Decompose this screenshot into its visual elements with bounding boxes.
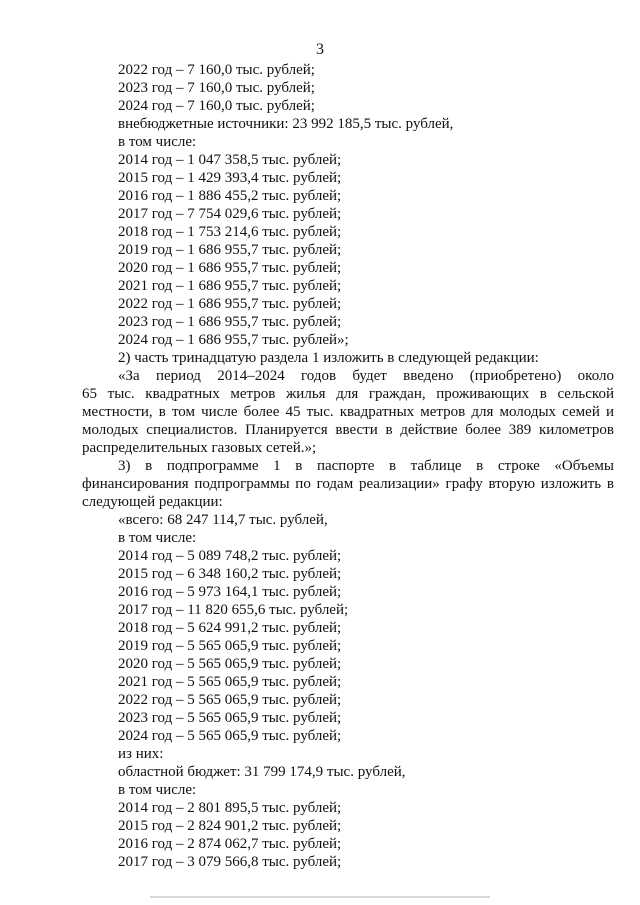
text-line: «За период 2014–2024 годов будет введено (приобретено) около [118,368,614,384]
text-line: местности, в том числе более 45 тыс. квадратных метров для молодых семей и [82,404,614,420]
document-body [82,61,614,871]
text-line: 2024 год – 5 565 065,9 тыс. рублей; [118,728,342,744]
text-line: 2) часть тринадцатую раздела 1 изложить в следующей редакции: [118,350,539,366]
text-line: 2022 год – 1 686 955,7 тыс. рублей; [118,296,342,312]
text-line: 2020 год – 1 686 955,7 тыс. рублей; [118,260,342,276]
text-line: следующей редакции: [82,494,223,510]
text-line: 2020 год – 5 565 065,9 тыс. рублей; [118,656,342,672]
text-line: 2018 год – 5 624 991,2 тыс. рублей; [118,620,342,636]
text-line: 2022 год – 5 565 065,9 тыс. рублей; [118,692,342,708]
text-line: 2024 год – 7 160,0 тыс. рублей; [118,98,315,114]
text-line: в том числе: [118,782,197,798]
text-line: 2023 год – 1 686 955,7 тыс. рублей; [118,314,342,330]
text-line: в том числе: [118,134,197,150]
text-line: 2022 год – 7 160,0 тыс. рублей; [118,62,315,78]
text-line: «всего: 68 247 114,7 тыс. рублей, [118,512,328,528]
text-line: 2017 год – 3 079 566,8 тыс. рублей; [118,854,342,870]
text-line: 65 тыс. квадратных метров жилья для граждан, проживающих в сельской [82,386,614,402]
text-line: 2019 год – 5 565 065,9 тыс. рублей; [118,638,342,654]
text-line: 2015 год – 1 429 393,4 тыс. рублей; [118,170,342,186]
text-line: 2024 год – 1 686 955,7 тыс. рублей»; [118,332,349,348]
text-line: 2015 год – 6 348 160,2 тыс. рублей; [118,566,342,582]
scan-edge-mark [150,896,490,898]
text-line: 2017 год – 7 754 029,6 тыс. рублей; [118,206,342,222]
text-line: 2014 год – 2 801 895,5 тыс. рублей; [118,800,342,816]
text-line: финансирования подпрограммы по годам реализации» графу вторую изложить в [82,476,614,492]
text-line: 2017 год – 11 820 655,6 тыс. рублей; [118,602,349,618]
text-line: распределительных газовых сетей.»; [82,440,317,456]
text-line: 2023 год – 5 565 065,9 тыс. рублей; [118,710,342,726]
text-line: молодых специалистов. Планируется ввести в действие более 389 километров [82,422,614,438]
text-line: 2023 год – 7 160,0 тыс. рублей; [118,80,315,96]
text-line: внебюджетные источники: 23 992 185,5 тыс. рублей, [118,116,454,132]
text-line: 2016 год – 1 886 455,2 тыс. рублей; [118,188,342,204]
text-line: 2019 год – 1 686 955,7 тыс. рублей; [118,242,342,258]
text-line: областной бюджет: 31 799 174,9 тыс. рублей, [118,764,406,780]
funding-list-continued [82,61,614,367]
text-line: 2021 год – 5 565 065,9 тыс. рублей; [118,674,342,690]
text-line: 2021 год – 1 686 955,7 тыс. рублей; [118,278,342,294]
text-line: 2015 год – 2 824 901,2 тыс. рублей; [118,818,342,834]
paragraph-housing [82,367,614,457]
funding-list-subprogram [82,511,614,871]
paragraph-subprogram [82,457,614,511]
text-line: в том числе: [118,530,197,546]
text-line: 2016 год – 2 874 062,7 тыс. рублей; [118,836,342,852]
text-line: из них: [118,746,164,762]
text-line: 2014 год – 5 089 748,2 тыс. рублей; [118,548,342,564]
text-line: 3) в подпрограмме 1 в паспорте в таблице в строке «Объемы [118,458,614,474]
text-line: 2014 год – 1 047 358,5 тыс. рублей; [118,152,342,168]
page-number: 3 [316,41,324,58]
text-line: 2018 год – 1 753 214,6 тыс. рублей; [118,224,342,240]
text-line: 2016 год – 5 973 164,1 тыс. рублей; [118,584,342,600]
